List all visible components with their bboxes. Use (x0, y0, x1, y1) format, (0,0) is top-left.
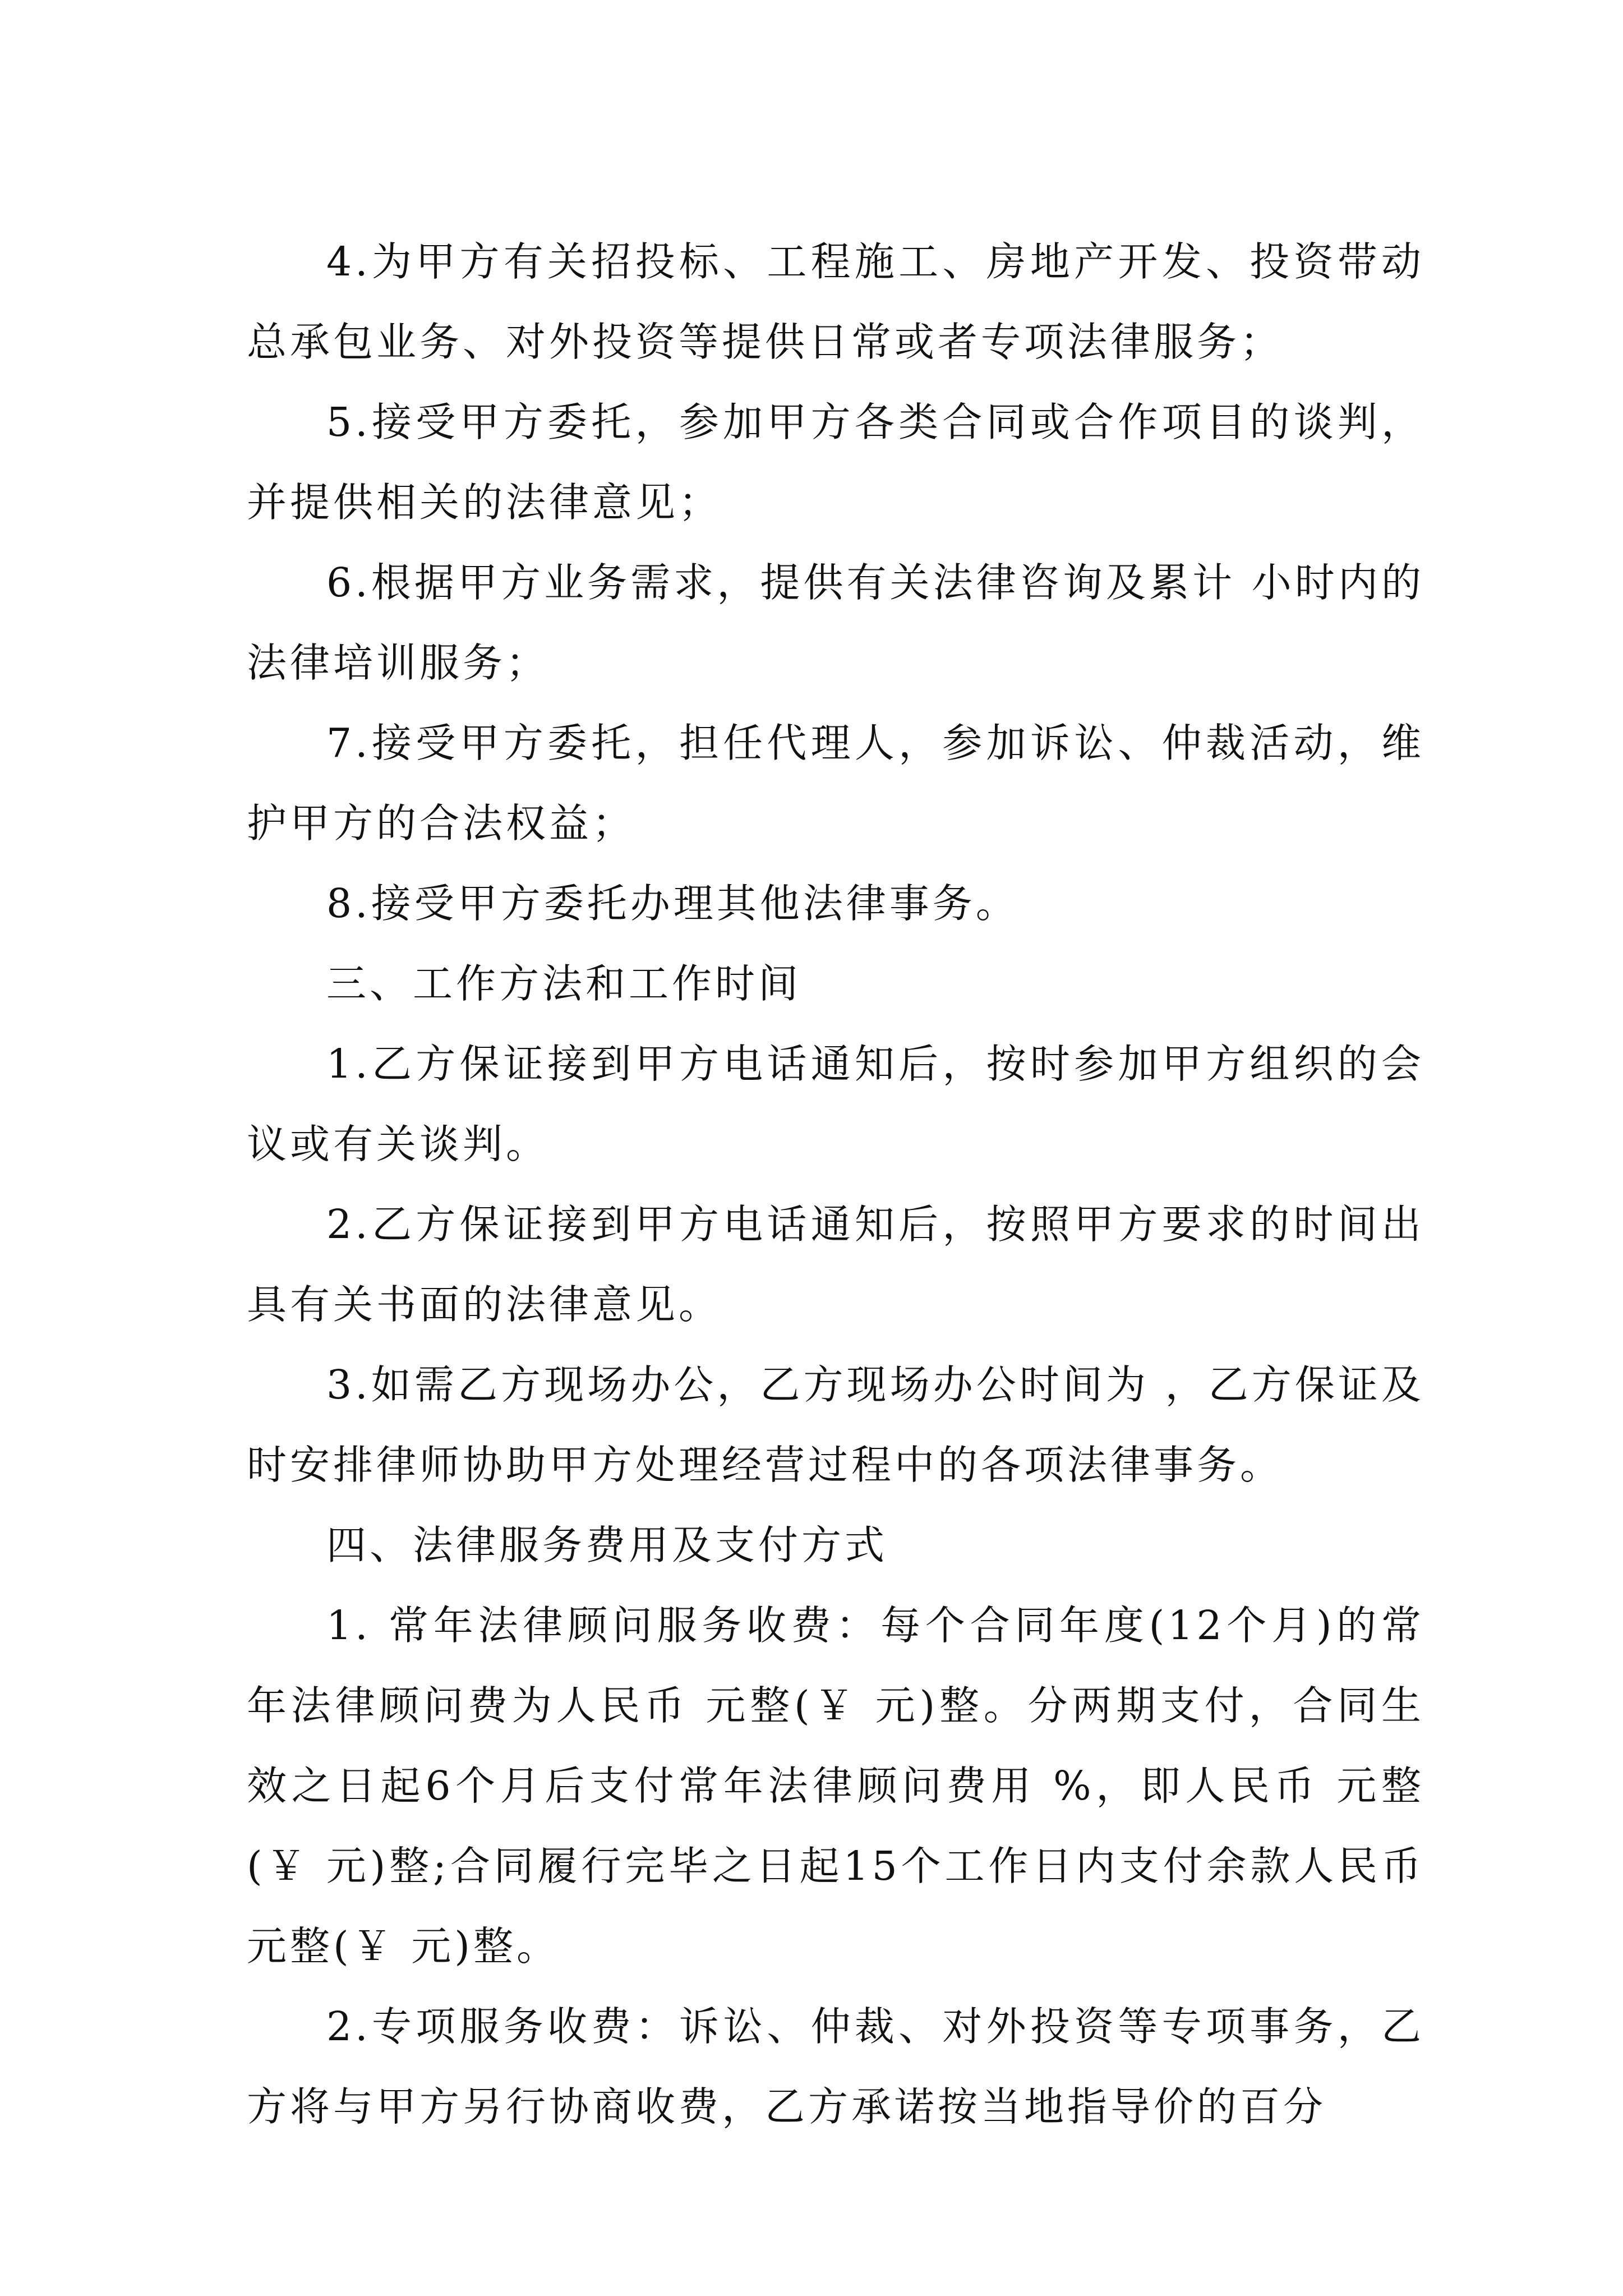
section-heading-work-method: 三、工作方法和工作时间 (326, 960, 802, 1007)
paragraph-work-method-1: 1.乙方保证接到甲方电话通知后，按时参加甲方组织的会议或有关谈判。 (247, 1041, 1424, 1167)
paragraph-item-7: 7.接受甲方委托，担任代理人，参加诉讼、仲裁活动，维护甲方的合法权益； (247, 720, 1424, 846)
paragraph-item-4: 4.为甲方有关招投标、工程施工、房地产开发、投资带动总承包业务、对外投资等提供日常或者专项法律服务； (247, 238, 1424, 365)
section-heading-fees: 四、法律服务费用及支付方式 (326, 1522, 888, 1568)
document-body (247, 222, 1424, 2147)
paragraph-work-method-3: 3.如需乙方现场办公，乙方现场办公时间为 ，乙方保证及时安排律师协助甲方处理经营过程中的各项法律事务。 (247, 1361, 1424, 1488)
paragraph-work-method-2: 2.乙方保证接到甲方电话通知后，按照甲方要求的时间出具有关书面的法律意见。 (247, 1201, 1424, 1328)
paragraph-fees-1: 1. 常年法律顾问服务收费：每个合同年度(12个月)的常年法律顾问费为人民币 元整(￥ 元)整。分两期支付，合同生效之日起6个月后支付常年法律顾问费用 %，即人民币 元整(￥ 元)整;合同履行完毕之日起15个工作日内支付余款人民币 元整(￥ 元)整。 (247, 1602, 1424, 1970)
paragraph-fees-2: 2.专项服务收费：诉讼、仲裁、对外投资等专项事务，乙方将与甲方另行协商收费，乙方承诺按当地指导价的百分 (247, 2003, 1424, 2130)
paragraph-item-6: 6.根据甲方业务需求，提供有关法律咨询及累计 小时内的法律培训服务； (247, 559, 1424, 686)
paragraph-item-5: 5.接受甲方委托，参加甲方各类合同或合作项目的谈判，并提供相关的法律意见； (247, 399, 1424, 526)
paragraph-item-8: 8.接受甲方委托办理其他法律事务。 (326, 880, 1019, 927)
